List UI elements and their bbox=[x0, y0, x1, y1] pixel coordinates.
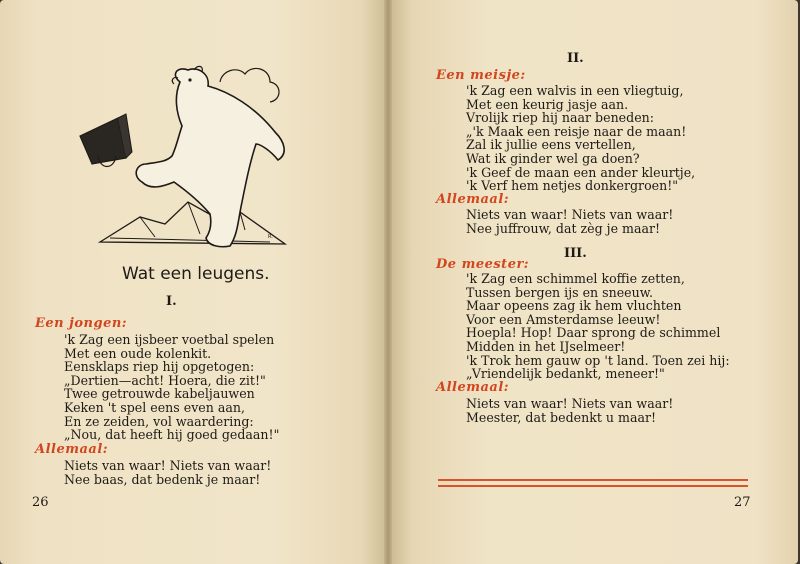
verse-line: Meester, dat bedenkt u maar! bbox=[466, 409, 657, 425]
svg-text:R.: R. bbox=[268, 234, 273, 240]
verse-line: Hoepla! Hop! Daar sprong de schimmel bbox=[466, 325, 721, 341]
speaker-label: Allemaal: bbox=[436, 380, 510, 395]
verse-line: Twee getrouwde kabeljauwen bbox=[64, 386, 255, 402]
page-number-left: 26 bbox=[32, 495, 49, 510]
speaker-label: Een jongen: bbox=[35, 316, 128, 331]
stanza-number-3: III. bbox=[564, 246, 587, 261]
verse-line: Niets van waar! Niets van waar! bbox=[466, 207, 674, 222]
verse-line: Met een oude kolenkit. bbox=[64, 345, 212, 361]
verse-3 bbox=[466, 272, 730, 381]
verse-line: Wat ik ginder wel ga doen? bbox=[466, 150, 640, 166]
verse-line: Voor een Amsterdamse leeuw! bbox=[466, 311, 661, 327]
verse-2 bbox=[466, 84, 695, 193]
verse-line: Nee juffrouw, dat zèg je maar! bbox=[466, 220, 661, 236]
decorative-rule-bottom bbox=[438, 485, 748, 487]
verse-line: Met een keurig jasje aan. bbox=[466, 96, 629, 112]
verse-line: Zal ik jullie eens vertellen, bbox=[466, 137, 636, 153]
book-gutter bbox=[384, 0, 392, 564]
decorative-rule-top bbox=[438, 479, 748, 481]
chorus-3 bbox=[466, 397, 673, 424]
page-number-right: 27 bbox=[734, 495, 751, 510]
verse-line: „Dertien—acht! Hoera, die zit!" bbox=[64, 372, 266, 388]
verse-1 bbox=[64, 333, 279, 442]
stanza-number-2: II. bbox=[567, 51, 584, 66]
verse-line: 'k Zag een schimmel koffie zetten, bbox=[466, 271, 685, 286]
verse-line: „Vriendelijk bedankt, meneer!" bbox=[466, 366, 665, 382]
verse-line: Keken 't spel eens even aan, bbox=[64, 399, 246, 415]
verse-line: 'k Zag een walvis in een vliegtuig, bbox=[466, 83, 684, 98]
left-page bbox=[0, 0, 388, 564]
stanza-number-1: I. bbox=[166, 294, 177, 309]
verse-line: Tussen bergen ijs en sneeuw. bbox=[466, 284, 654, 300]
verse-line: En ze zeiden, vol waardering: bbox=[64, 413, 254, 429]
verse-line: 'k Zag een ijsbeer voetbal spelen bbox=[64, 332, 275, 347]
verse-line: 'k Trok hem gauw op 't land. Toen zei hij: bbox=[466, 352, 730, 368]
verse-line: Midden in het IJselmeer! bbox=[466, 338, 626, 354]
right-page bbox=[388, 0, 798, 564]
verse-line: „Nou, dat heeft hij goed gedaan!" bbox=[64, 427, 280, 443]
verse-line: Maar opeens zag ik hem vluchten bbox=[466, 298, 682, 314]
poem-title: Wat een leugens. bbox=[122, 264, 270, 284]
chorus-1 bbox=[64, 459, 271, 486]
verse-line: „'k Maak een reisje naar de maan! bbox=[466, 123, 687, 139]
speaker-label: Allemaal: bbox=[436, 192, 510, 207]
verse-line: Niets van waar! Niets van waar! bbox=[64, 458, 272, 473]
verse-line: 'k Geef de maan een ander kleurtje, bbox=[466, 164, 696, 180]
verse-line: Nee baas, dat bedenk je maar! bbox=[64, 471, 261, 487]
polar-bear-icon bbox=[70, 52, 300, 252]
verse-line: 'k Verf hem netjes donkergroen!" bbox=[466, 178, 679, 194]
verse-line: Vrolijk riep hij naar beneden: bbox=[466, 110, 655, 126]
chorus-2 bbox=[466, 208, 673, 235]
speaker-label: Een meisje: bbox=[436, 68, 526, 83]
verse-line: Eensklaps riep hij opgetogen: bbox=[64, 359, 255, 375]
speaker-label: De meester: bbox=[436, 257, 530, 272]
verse-line: Niets van waar! Niets van waar! bbox=[466, 396, 674, 411]
speaker-label: Allemaal: bbox=[35, 442, 109, 457]
